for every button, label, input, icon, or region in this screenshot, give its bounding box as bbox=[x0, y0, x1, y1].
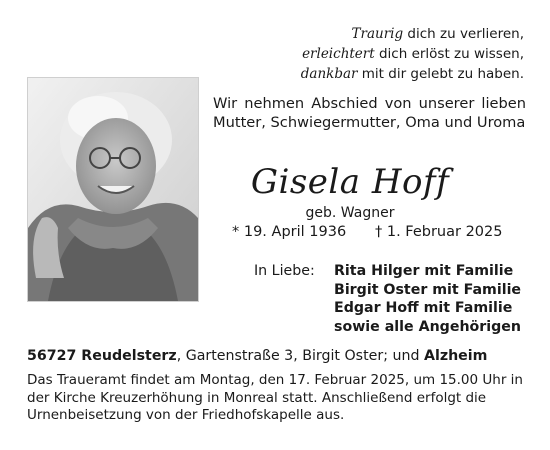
death-date: † 1. Februar 2025 bbox=[375, 224, 503, 240]
intro-text: Wir nehmen Abschied von unserer lieben Mutter, Schwiegermutter, Oma und Uroma bbox=[213, 95, 526, 131]
mourner-entry: Birgit Oster mit Familie bbox=[334, 281, 522, 298]
poem-line-2: erleichtert dich erlöst zu wissen, bbox=[302, 46, 524, 62]
mourners-list bbox=[334, 262, 521, 336]
mourner-entry: sowie alle Angehörigen bbox=[334, 318, 522, 335]
poem-line-3: dankbar mit dir gelebt zu haben. bbox=[300, 66, 524, 82]
deceased-name: Gisela Hoff bbox=[250, 162, 450, 202]
portrait-photo bbox=[27, 77, 199, 302]
address-details: , Gartenstraße 3, Birgit Oster; und bbox=[176, 348, 424, 364]
mourners-label: In Liebe: bbox=[254, 263, 315, 279]
birth-date: * 19. April 1936 bbox=[232, 224, 347, 240]
mourner-entry: Rita Hilger mit Familie bbox=[334, 263, 514, 279]
maiden-name: geb. Wagner bbox=[305, 205, 395, 221]
address-place-1: 56727 Reudelsterz bbox=[27, 348, 177, 364]
mourner-entry: Edgar Hoff mit Familie bbox=[334, 300, 513, 316]
address-place-2: Alzheim bbox=[423, 348, 488, 364]
portrait-illustration bbox=[28, 78, 198, 301]
poem bbox=[292, 24, 524, 84]
poem-line-1: Traurig dich zu verlieren, bbox=[351, 26, 524, 42]
service-text: Das Traueramt findet am Montag, den 17. Februar 2025, um 15.00 Uhr in der Kirche Kreuzerhöhung in Monreal statt. Anschließend erfolgt die Urnenbeisetzung von der Friedhofskapelle aus. bbox=[27, 372, 523, 423]
address-line bbox=[27, 347, 487, 365]
